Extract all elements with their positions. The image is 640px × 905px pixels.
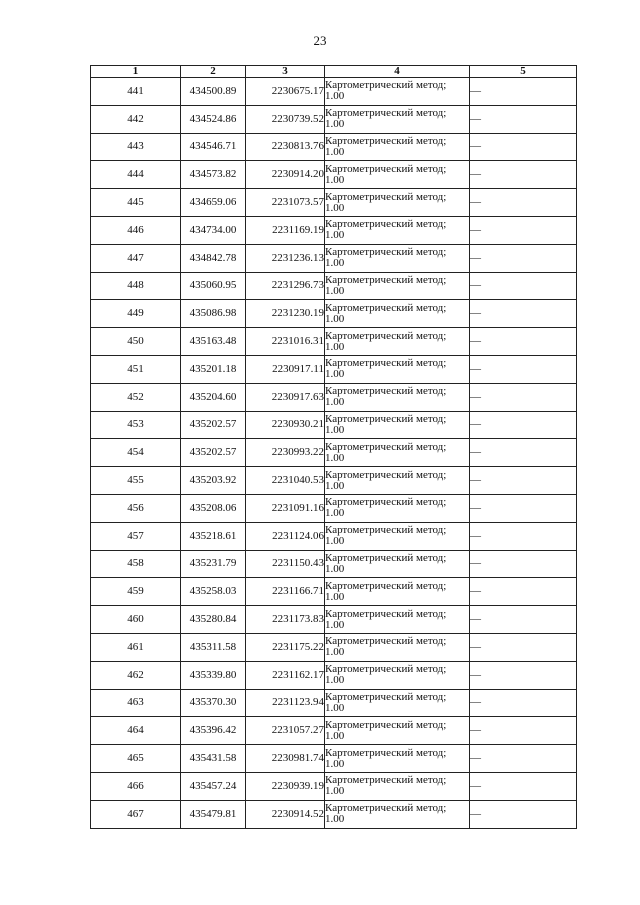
accuracy-text: 1.00 [325, 284, 345, 297]
method-cell [325, 161, 470, 189]
method-cell [325, 78, 470, 106]
y-coordinate-cell: 2231173.83 [246, 606, 325, 634]
description-cell: — [470, 300, 577, 328]
x-coordinate-cell: 435202.57 [181, 439, 246, 467]
table-body [91, 78, 577, 829]
coordinates-table [90, 65, 577, 829]
method-text: Картометрический метод; [325, 551, 447, 564]
table-row [91, 161, 577, 189]
y-coordinate-cell: 2231040.53 [246, 467, 325, 495]
description-cell: — [470, 467, 577, 495]
y-coordinate-cell: 2231091.16 [246, 494, 325, 522]
method-text: Картометрический метод; [325, 79, 447, 92]
table-row [91, 467, 577, 495]
x-coordinate-cell: 435311.58 [181, 633, 246, 661]
y-coordinate-cell: 2230993.22 [246, 439, 325, 467]
description-cell: — [470, 550, 577, 578]
point-number-cell: 466 [91, 772, 181, 800]
table-row [91, 550, 577, 578]
description-cell: — [470, 494, 577, 522]
column-header-1: 1 [91, 66, 181, 78]
method-text: Картометрический метод; [325, 524, 447, 537]
x-coordinate-cell: 435479.81 [181, 800, 246, 828]
method-cell [325, 772, 470, 800]
table-row [91, 661, 577, 689]
method-text: Картометрический метод; [325, 468, 447, 481]
table-row [91, 216, 577, 244]
x-coordinate-cell: 435258.03 [181, 578, 246, 606]
method-text: Картометрический метод; [325, 579, 447, 592]
y-coordinate-cell: 2231073.57 [246, 189, 325, 217]
x-coordinate-cell: 435163.48 [181, 328, 246, 356]
y-coordinate-cell: 2231169.19 [246, 216, 325, 244]
point-number-cell: 446 [91, 216, 181, 244]
method-text: Картометрический метод; [325, 190, 447, 203]
x-coordinate-cell: 435208.06 [181, 494, 246, 522]
accuracy-text: 1.00 [325, 757, 345, 770]
x-coordinate-cell: 435060.95 [181, 272, 246, 300]
point-number-cell: 460 [91, 606, 181, 634]
description-cell: — [470, 78, 577, 106]
y-coordinate-cell: 2231124.06 [246, 522, 325, 550]
description-cell: — [470, 105, 577, 133]
description-cell: — [470, 161, 577, 189]
x-coordinate-cell: 434842.78 [181, 244, 246, 272]
accuracy-text: 1.00 [325, 618, 345, 631]
y-coordinate-cell: 2231236.13 [246, 244, 325, 272]
x-coordinate-cell: 435457.24 [181, 772, 246, 800]
x-coordinate-cell: 435396.42 [181, 717, 246, 745]
y-coordinate-cell: 2231175.22 [246, 633, 325, 661]
x-coordinate-cell: 435339.80 [181, 661, 246, 689]
method-cell [325, 633, 470, 661]
table-row [91, 606, 577, 634]
method-cell [325, 216, 470, 244]
x-coordinate-cell: 435204.60 [181, 383, 246, 411]
point-number-cell: 457 [91, 522, 181, 550]
method-cell [325, 244, 470, 272]
description-cell: — [470, 328, 577, 356]
accuracy-text: 1.00 [325, 396, 345, 409]
description-cell: — [470, 522, 577, 550]
description-cell: — [470, 189, 577, 217]
accuracy-text: 1.00 [325, 90, 345, 103]
x-coordinate-cell: 434524.86 [181, 105, 246, 133]
accuracy-text: 1.00 [325, 340, 345, 353]
accuracy-text: 1.00 [325, 312, 345, 325]
x-coordinate-cell: 434573.82 [181, 161, 246, 189]
table-row [91, 189, 577, 217]
accuracy-text: 1.00 [325, 674, 345, 687]
point-number-cell: 463 [91, 689, 181, 717]
y-coordinate-cell: 2230675.17 [246, 78, 325, 106]
description-cell: — [470, 355, 577, 383]
method-text: Картометрический метод; [325, 246, 447, 259]
table-row [91, 244, 577, 272]
accuracy-text: 1.00 [325, 813, 345, 826]
table-row [91, 328, 577, 356]
column-header-5: 5 [470, 66, 577, 78]
point-number-cell: 444 [91, 161, 181, 189]
accuracy-text: 1.00 [325, 590, 345, 603]
y-coordinate-cell: 2231230.19 [246, 300, 325, 328]
accuracy-text: 1.00 [325, 368, 345, 381]
method-cell [325, 328, 470, 356]
method-text: Картометрический метод; [325, 635, 447, 648]
header-row [91, 66, 577, 78]
table-row [91, 439, 577, 467]
method-text: Картометрический метод; [325, 301, 447, 314]
page-number: 23 [313, 33, 327, 48]
method-text: Картометрический метод; [325, 218, 447, 231]
method-cell [325, 689, 470, 717]
method-text: Картометрический метод; [325, 802, 447, 815]
method-text: Картометрический метод; [325, 607, 447, 620]
x-coordinate-cell: 435203.92 [181, 467, 246, 495]
method-cell [325, 133, 470, 161]
description-cell: — [470, 772, 577, 800]
point-number-cell: 451 [91, 355, 181, 383]
accuracy-text: 1.00 [325, 118, 345, 131]
accuracy-text: 1.00 [325, 785, 345, 798]
accuracy-text: 1.00 [325, 729, 345, 742]
method-text: Картометрический метод; [325, 496, 447, 509]
y-coordinate-cell: 2230917.11 [246, 355, 325, 383]
method-text: Картометрический метод; [325, 273, 447, 286]
point-number-cell: 441 [91, 78, 181, 106]
y-coordinate-cell: 2231123.94 [246, 689, 325, 717]
description-cell: — [470, 411, 577, 439]
method-cell [325, 272, 470, 300]
table-row [91, 300, 577, 328]
point-number-cell: 455 [91, 467, 181, 495]
description-cell: — [470, 689, 577, 717]
table-row [91, 78, 577, 106]
x-coordinate-cell: 434546.71 [181, 133, 246, 161]
point-number-cell: 462 [91, 661, 181, 689]
column-header-3: 3 [246, 66, 325, 78]
x-coordinate-cell: 434659.06 [181, 189, 246, 217]
description-cell: — [470, 800, 577, 828]
point-number-cell: 452 [91, 383, 181, 411]
table-row [91, 633, 577, 661]
point-number-cell: 467 [91, 800, 181, 828]
method-text: Картометрический метод; [325, 385, 447, 398]
table-row [91, 494, 577, 522]
point-number-cell: 453 [91, 411, 181, 439]
x-coordinate-cell: 435201.18 [181, 355, 246, 383]
y-coordinate-cell: 2230813.76 [246, 133, 325, 161]
method-cell [325, 522, 470, 550]
description-cell: — [470, 439, 577, 467]
y-coordinate-cell: 2230914.52 [246, 800, 325, 828]
method-cell [325, 745, 470, 773]
method-text: Картометрический метод; [325, 357, 447, 370]
point-number-cell: 461 [91, 633, 181, 661]
description-cell: — [470, 745, 577, 773]
table-row [91, 717, 577, 745]
point-number-cell: 447 [91, 244, 181, 272]
x-coordinate-cell: 435231.79 [181, 550, 246, 578]
description-cell: — [470, 216, 577, 244]
point-number-cell: 449 [91, 300, 181, 328]
method-text: Картометрический метод; [325, 718, 447, 731]
point-number-cell: 450 [91, 328, 181, 356]
method-text: Картометрический метод; [325, 329, 447, 342]
point-number-cell: 454 [91, 439, 181, 467]
accuracy-text: 1.00 [325, 507, 345, 520]
y-coordinate-cell: 2231016.31 [246, 328, 325, 356]
accuracy-text: 1.00 [325, 479, 345, 492]
column-header-4: 4 [325, 66, 470, 78]
method-cell [325, 800, 470, 828]
x-coordinate-cell: 435218.61 [181, 522, 246, 550]
table-row [91, 578, 577, 606]
accuracy-text: 1.00 [325, 201, 345, 214]
table-row [91, 355, 577, 383]
accuracy-text: 1.00 [325, 257, 345, 270]
y-coordinate-cell: 2230939.19 [246, 772, 325, 800]
x-coordinate-cell: 435280.84 [181, 606, 246, 634]
point-number-cell: 458 [91, 550, 181, 578]
point-number-cell: 445 [91, 189, 181, 217]
y-coordinate-cell: 2231150.43 [246, 550, 325, 578]
x-coordinate-cell: 435202.57 [181, 411, 246, 439]
description-cell: — [470, 272, 577, 300]
column-header-2: 2 [181, 66, 246, 78]
table-row [91, 689, 577, 717]
method-text: Картометрический метод; [325, 107, 447, 120]
description-cell: — [470, 244, 577, 272]
description-cell: — [470, 661, 577, 689]
method-text: Картометрический метод; [325, 162, 447, 175]
accuracy-text: 1.00 [325, 451, 345, 464]
method-text: Картометрический метод; [325, 663, 447, 676]
description-cell: — [470, 578, 577, 606]
method-cell [325, 105, 470, 133]
y-coordinate-cell: 2230930.21 [246, 411, 325, 439]
method-cell [325, 550, 470, 578]
method-text: Картометрический метод; [325, 690, 447, 703]
accuracy-text: 1.00 [325, 229, 345, 242]
method-cell [325, 439, 470, 467]
table-row [91, 383, 577, 411]
method-cell [325, 300, 470, 328]
accuracy-text: 1.00 [325, 562, 345, 575]
x-coordinate-cell: 435431.58 [181, 745, 246, 773]
table-header [91, 66, 577, 78]
accuracy-text: 1.00 [325, 701, 345, 714]
description-cell: — [470, 717, 577, 745]
x-coordinate-cell: 434734.00 [181, 216, 246, 244]
description-cell: — [470, 633, 577, 661]
point-number-cell: 459 [91, 578, 181, 606]
point-number-cell: 442 [91, 105, 181, 133]
method-cell [325, 717, 470, 745]
y-coordinate-cell: 2231166.71 [246, 578, 325, 606]
accuracy-text: 1.00 [325, 145, 345, 158]
method-text: Картометрический метод; [325, 412, 447, 425]
method-text: Картометрический метод; [325, 440, 447, 453]
y-coordinate-cell: 2230739.52 [246, 105, 325, 133]
table-row [91, 105, 577, 133]
description-cell: — [470, 606, 577, 634]
accuracy-text: 1.00 [325, 646, 345, 659]
method-cell [325, 661, 470, 689]
method-cell [325, 355, 470, 383]
y-coordinate-cell: 2230917.63 [246, 383, 325, 411]
table-row [91, 800, 577, 828]
point-number-cell: 448 [91, 272, 181, 300]
table-row [91, 772, 577, 800]
y-coordinate-cell: 2231162.17 [246, 661, 325, 689]
point-number-cell: 443 [91, 133, 181, 161]
x-coordinate-cell: 435086.98 [181, 300, 246, 328]
method-cell [325, 467, 470, 495]
accuracy-text: 1.00 [325, 173, 345, 186]
table-row [91, 133, 577, 161]
method-cell [325, 606, 470, 634]
description-cell: — [470, 133, 577, 161]
table-row [91, 272, 577, 300]
table-row [91, 411, 577, 439]
x-coordinate-cell: 435370.30 [181, 689, 246, 717]
method-cell [325, 189, 470, 217]
method-cell [325, 383, 470, 411]
y-coordinate-cell: 2231296.73 [246, 272, 325, 300]
x-coordinate-cell: 434500.89 [181, 78, 246, 106]
table-row [91, 745, 577, 773]
table-row [91, 522, 577, 550]
point-number-cell: 465 [91, 745, 181, 773]
accuracy-text: 1.00 [325, 423, 345, 436]
y-coordinate-cell: 2230981.74 [246, 745, 325, 773]
accuracy-text: 1.00 [325, 535, 345, 548]
method-cell [325, 494, 470, 522]
method-text: Картометрический метод; [325, 774, 447, 787]
y-coordinate-cell: 2231057.27 [246, 717, 325, 745]
description-cell: — [470, 383, 577, 411]
method-cell [325, 411, 470, 439]
y-coordinate-cell: 2230914.20 [246, 161, 325, 189]
point-number-cell: 456 [91, 494, 181, 522]
method-cell [325, 578, 470, 606]
method-text: Картометрический метод; [325, 134, 447, 147]
method-text: Картометрический метод; [325, 746, 447, 759]
point-number-cell: 464 [91, 717, 181, 745]
